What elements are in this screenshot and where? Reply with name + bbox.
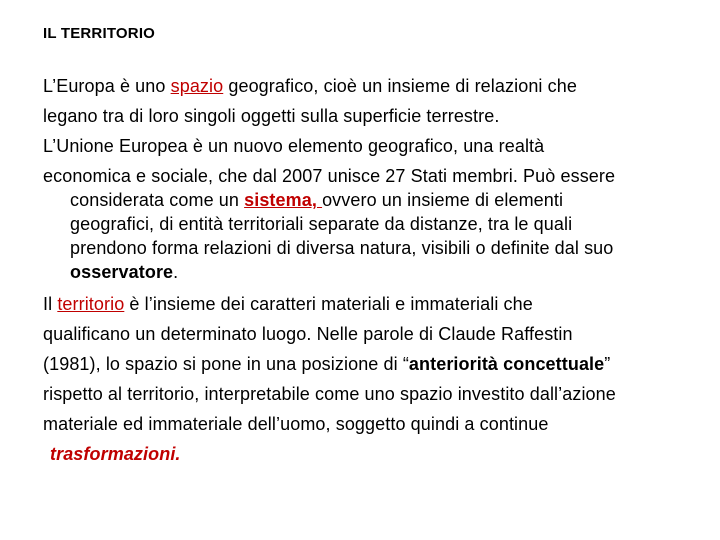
text-segment: geografico, cioè un insieme di relazioni che <box>223 76 577 96</box>
paragraph-3-line-6 <box>50 444 181 465</box>
paragraph-2-line-2: economica e sociale, che dal 2007 unisce 27 Stati membri. Può essere <box>43 166 616 186</box>
paragraph-2-line-1: L’Unione Europea è un nuovo elemento geografico, una realtà <box>43 136 545 156</box>
text-segment: ovvero un insieme di elementi <box>322 190 564 210</box>
text-segment: considerata come un <box>70 190 245 210</box>
paragraph-2-line-6 <box>70 262 178 283</box>
term-spazio: spazio <box>170 76 224 96</box>
paragraph-1-line-2: legano tra di loro singoli oggetti sulla superficie terrestre. <box>43 106 500 126</box>
text-segment: ” <box>604 354 611 374</box>
text-segment: Il <box>43 294 58 314</box>
text-segment: L’Europa è uno <box>43 76 171 96</box>
term-trasformazioni: trasformazioni. <box>50 444 181 464</box>
paragraph-2-line-4: geografici, di entità territoriali separate da distanze, tra le quali <box>70 214 573 234</box>
paragraph-3-line-3 <box>43 354 610 375</box>
term-territorio: territorio <box>57 294 125 314</box>
term-sistema: sistema, <box>244 190 323 210</box>
paragraph-3-line-5: materiale ed immateriale dell’uomo, soggetto quindi a continue <box>43 414 549 434</box>
text-segment: è l’insieme dei caratteri materiali e immateriali che <box>124 294 533 314</box>
term-osservatore: osservatore <box>70 262 174 282</box>
paragraph-1-line-1 <box>43 76 577 97</box>
paragraph-2-line-5: prendono forma relazioni di diversa natura, visibili o definite dal suo <box>70 238 614 258</box>
paragraph-3-line-4: rispetto al territorio, interpretabile come uno spazio investito dall’azione <box>43 384 616 404</box>
text-segment: . <box>173 262 179 282</box>
text-segment: (1981), lo spazio si pone in una posizione di “ <box>43 354 409 374</box>
paragraph-3-line-2: qualificano un determinato luogo. Nelle parole di Claude Raffestin <box>43 324 573 344</box>
paragraph-3-line-1 <box>43 294 533 315</box>
page-title: IL TERRITORIO <box>43 25 156 42</box>
paragraph-2-line-3 <box>70 190 563 211</box>
term-anteriorita-concettuale: anteriorità concettuale <box>408 354 605 374</box>
